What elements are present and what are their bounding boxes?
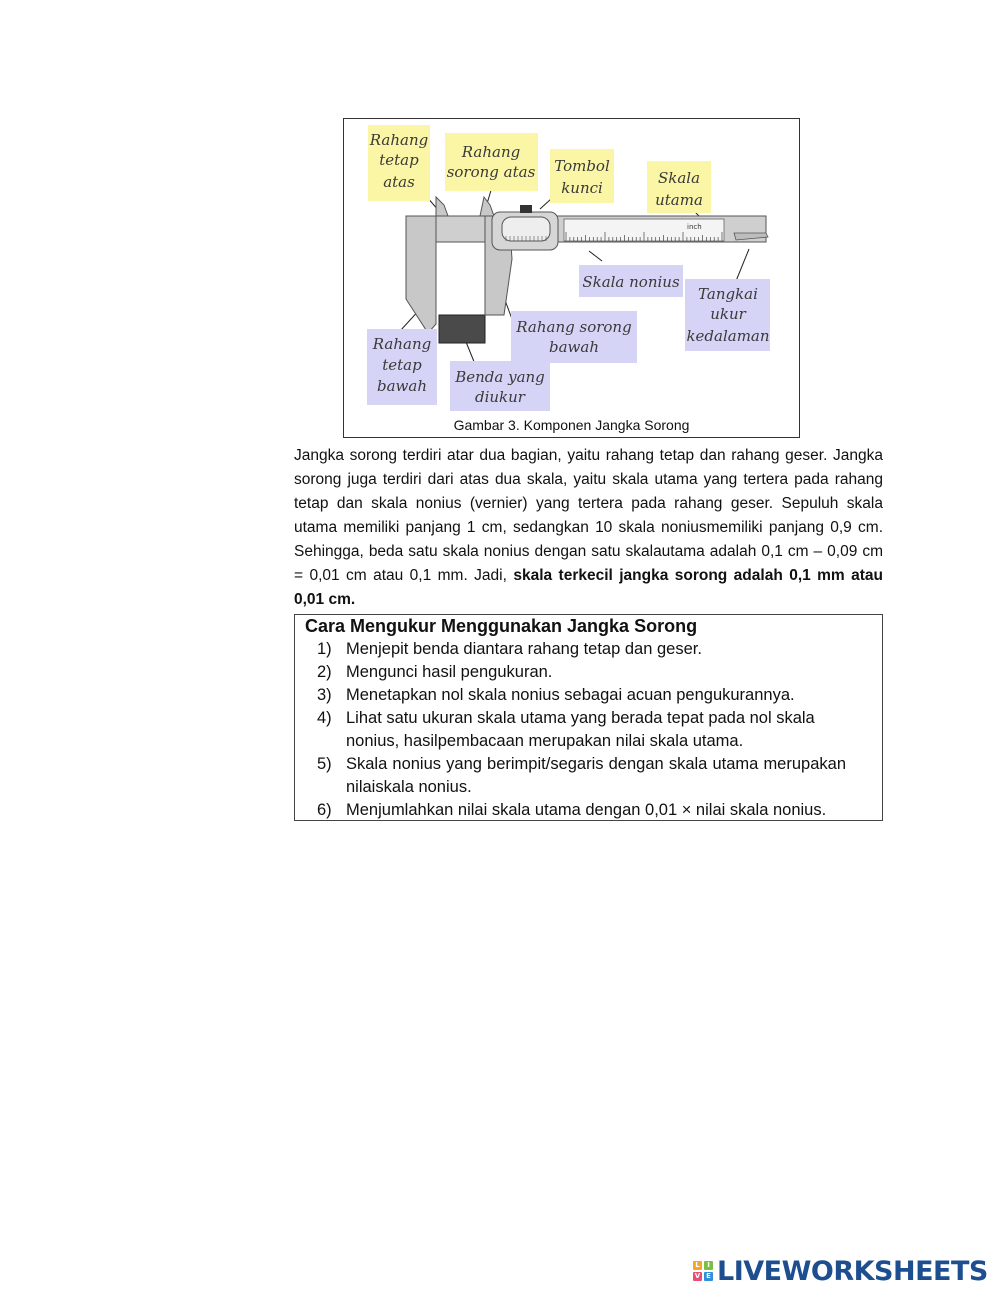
step-text: Lihat satu ukuran skala utama yang berada tepat pada nol skala nonius, hasilpembacaan merupakan nilai skala utama.: [346, 709, 815, 750]
step-number: 6): [317, 801, 332, 819]
figure-box: [343, 118, 800, 438]
label-rahang-tetap-bawah-1: Rahang: [372, 335, 432, 353]
step-item: [295, 684, 882, 707]
lock-knob: [520, 205, 532, 213]
label-rahang-tetap-atas-2: tetap: [379, 151, 419, 169]
label-rahang-tetap-atas-1: Rahang: [369, 131, 429, 149]
step-item: [295, 638, 882, 661]
label-rahang-sorong-bawah-1: Rahang sorong: [516, 318, 632, 336]
label-tangkai-2: ukur: [710, 305, 746, 323]
step-text: Mengunci hasil pengukuran.: [346, 663, 553, 681]
label-skala-utama-2: utama: [655, 191, 703, 209]
figure-caption: Gambar 3. Komponen Jangka Sorong: [453, 417, 690, 433]
label-rahang-tetap-bawah-2: tetap: [382, 356, 422, 374]
label-rahang-sorong-atas-1: Rahang: [461, 143, 521, 161]
label-benda-1: Benda yang: [455, 368, 545, 386]
steps-title: Cara Mengukur Menggunakan Jangka Sorong: [305, 616, 698, 636]
label-rahang-sorong-bawah-2: bawah: [549, 338, 599, 356]
explanation-paragraph: [294, 444, 883, 612]
logo-block: L: [693, 1261, 702, 1270]
step-number: 1): [317, 640, 332, 658]
step-item: [295, 661, 882, 684]
label-rahang-tetap-bawah-3: bawah: [377, 377, 427, 395]
label-tombol-kunci-1: Tombol: [554, 157, 610, 175]
liveworksheets-logo[interactable]: [693, 1256, 988, 1286]
step-text: Menetapkan nol skala nonius sebagai acuan pengukurannya.: [346, 686, 795, 704]
measured-object: [439, 315, 485, 343]
steps-list: [295, 638, 882, 822]
label-rahang-tetap-atas-3: atas: [383, 173, 415, 191]
step-item: [295, 707, 882, 753]
label-skala-nonius: Skala nonius: [582, 273, 680, 291]
step-number: 2): [317, 663, 332, 681]
steps-box: [294, 614, 883, 821]
caliper-diagram: [344, 119, 799, 414]
logo-block: E: [704, 1272, 713, 1281]
logo-blocks-icon: [693, 1261, 713, 1281]
label-rahang-sorong-atas-2: sorong atas: [446, 163, 536, 181]
label-benda-2: diukur: [475, 388, 525, 406]
label-tangkai-3: kedalaman: [686, 327, 770, 345]
step-text: Menjumlahkan nilai skala utama dengan 0,01 × nilai skala nonius.: [346, 801, 827, 819]
paragraph-bold-conclusion: skala terkecil jangka sorong adalah 0,1 mm atau 0,01 cm.: [294, 567, 883, 608]
scale-unit-label: inch: [687, 223, 702, 231]
step-number: 5): [317, 755, 332, 773]
logo-block: I: [704, 1261, 713, 1270]
logo-block: V: [694, 1272, 701, 1280]
fixed-jaw-upper: [436, 197, 448, 216]
label-tombol-kunci-2: kunci: [561, 179, 603, 197]
paragraph-text: Jangka sorong terdiri atar dua bagian, yaitu rahang tetap dan rahang geser. Jangka sorong juga terdiri dari atas dua skala, yaitu skala utama yang tertera pada rahang tetap dan skala nonius (vernier) yang tertera pada rahang geser. Sepuluh skala utama memiliki panjang 1 cm, sedangkan 10 skala noniusmemiliki panjang 0,9 cm. Sehingga, beda satu skala nonius dengan satu skalautama adalah 0,1 cm – 0,09 cm = 0,01 cm atau 0,1 mm. Jadi,: [294, 447, 883, 584]
step-item: [295, 799, 882, 822]
step-number: 3): [317, 686, 332, 704]
step-text: Menjepit benda diantara rahang tetap dan geser.: [346, 640, 702, 658]
logo-text: LIVEWORKSHEETS: [717, 1255, 988, 1287]
step-item: [295, 753, 882, 799]
label-tangkai-1: Tangkai: [698, 285, 758, 303]
label-skala-utama-1: Skala: [657, 169, 701, 187]
step-text: Skala nonius yang berimpit/segaris dengan skala utama merupakan nilaiskala nonius.: [346, 755, 846, 796]
label-rahang-sorong-atas-box: [445, 133, 538, 191]
fixed-jaw-lower: [406, 216, 436, 333]
step-number: 4): [317, 709, 332, 727]
sliding-jaw-upper: [480, 197, 494, 216]
